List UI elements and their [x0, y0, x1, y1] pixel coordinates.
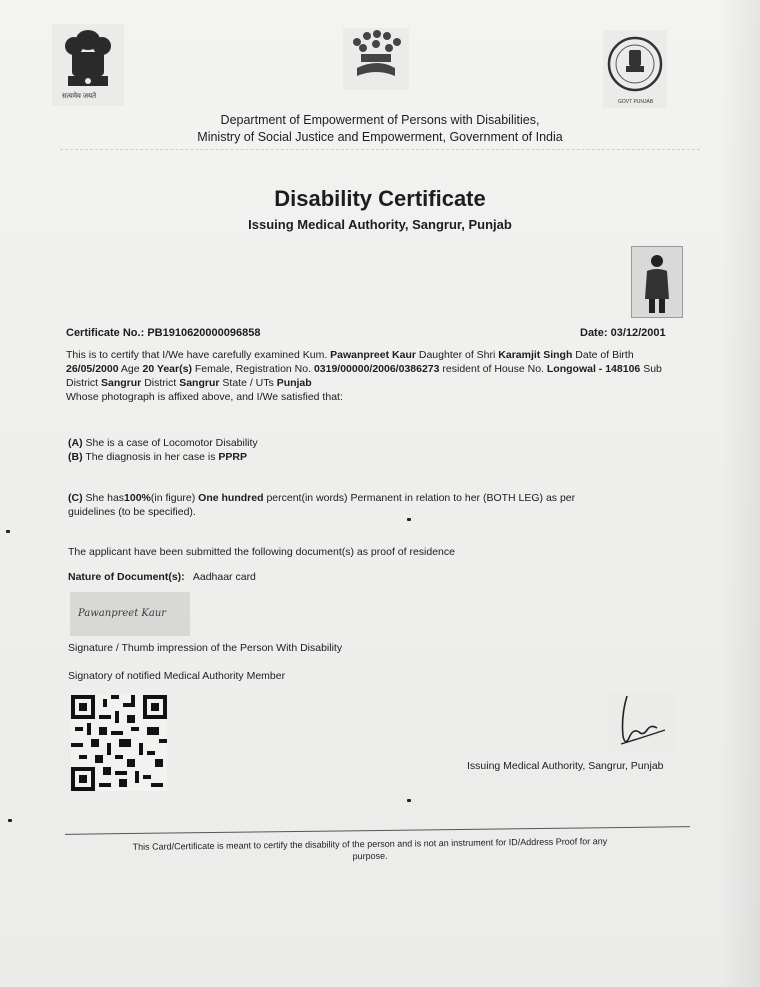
condition-a-label: (A) — [68, 437, 83, 449]
text-segment: resident of House No. — [442, 363, 544, 375]
certificate-number — [66, 327, 260, 339]
father-name: Karamjit Singh — [498, 349, 573, 361]
text-segment: State / UTs — [222, 377, 274, 389]
certificate-number-value: PB1910620000096858 — [147, 327, 261, 339]
certification-paragraph — [66, 348, 686, 404]
signatory-caption: Signatory of notified Medical Authority Member — [68, 670, 286, 682]
date-value: 03/12/2001 — [610, 327, 666, 339]
ink-speck — [407, 799, 411, 802]
condition-b-label: (B) — [68, 451, 83, 463]
text-segment: (in figure) — [150, 492, 196, 504]
department-logo-icon — [343, 28, 409, 90]
text-segment: Sub District — [66, 363, 662, 389]
ink-speck — [6, 530, 10, 533]
applicant-signature-box — [70, 592, 190, 636]
issuing-authority-label: Issuing Medical Authority, Sangrur, Punjab — [467, 760, 664, 772]
date-label: Date: — [580, 327, 608, 339]
text-segment: District — [144, 377, 177, 389]
certificate-number-label: Certificate No.: — [66, 327, 145, 339]
diagnosis-value: PPRP — [218, 451, 247, 463]
text-segment: guidelines (to be specified). — [68, 506, 196, 518]
sub-district: Sangrur — [101, 377, 142, 389]
page-shadow — [720, 0, 760, 987]
condition-a-text: She is a case of Locomotor Disability — [85, 437, 258, 449]
footer-line-1: This Card/Certificate is meant to certify the disability of the person and is not an instrument for ID/Address Proof for any — [132, 836, 608, 852]
ink-speck — [8, 819, 12, 822]
documents-value: Aadhaar card — [192, 571, 256, 583]
text-segment: Daughter of Shri — [418, 349, 496, 361]
condition-b — [68, 450, 688, 464]
age: 20 Year(s) — [142, 363, 192, 375]
address: Longowal - 148106 — [546, 363, 641, 375]
text-segment: Date of Birth — [575, 349, 634, 361]
footer-line-2: purpose. — [352, 850, 388, 862]
disability-percent: 100% — [124, 492, 151, 504]
text-segment: This is to certify that I/We have carefully examined Kum. — [66, 349, 328, 361]
text-segment: percent(in words) Permanent in relation to her (BOTH LEG) as per — [266, 492, 576, 504]
registration-number: 0319/00000/2006/0386273 — [313, 363, 440, 375]
state: Punjab — [276, 377, 312, 389]
documents-intro: The applicant have been submitted the following document(s) as proof of residence — [68, 546, 455, 558]
emblem-caption: सत्यमेव जयते — [62, 93, 97, 100]
department-line-1: Department of Empowerment of Persons with Disabilities, — [220, 113, 540, 127]
text-segment: She has — [85, 492, 125, 504]
punjab-seal-icon — [603, 30, 667, 108]
documents-line — [68, 570, 688, 584]
condition-c-label: (C) — [68, 492, 83, 504]
documents-label: Nature of Document(s): — [68, 571, 185, 583]
authority-signature — [607, 692, 677, 752]
page-title: Disability Certificate — [274, 186, 486, 211]
seal-caption: GOVT PUNJAB — [618, 99, 654, 105]
page-subtitle: Issuing Medical Authority, Sangrur, Punjab — [248, 217, 512, 232]
qr-code-icon — [71, 695, 167, 791]
applicant-signature: Pawanpreet Kaur — [78, 608, 167, 619]
certificate-date — [580, 327, 666, 339]
condition-a — [68, 436, 688, 450]
signature-caption: Signature / Thumb impression of the Person With Disability — [68, 642, 343, 654]
applicant-photo — [631, 246, 683, 318]
department-line-2: Ministry of Social Justice and Empowerment, Government of India — [197, 130, 563, 144]
ink-speck — [407, 518, 411, 521]
text-segment: Whose photograph is affixed above, and I/We satisfied that: — [66, 391, 343, 403]
disability-percent-words: One hundred — [198, 492, 264, 504]
applicant-name: Pawanpreet Kaur — [330, 349, 416, 361]
district: Sangrur — [179, 377, 220, 389]
text-segment: Female, Registration No. — [194, 363, 312, 375]
condition-c — [68, 491, 688, 519]
text-segment: Age — [120, 363, 140, 375]
footer-disclaimer — [90, 835, 650, 866]
date-of-birth: 26/05/2000 — [66, 363, 119, 375]
footer-divider — [65, 826, 690, 835]
condition-b-text: The diagnosis in her case is — [85, 451, 216, 463]
header-divider — [60, 149, 700, 150]
